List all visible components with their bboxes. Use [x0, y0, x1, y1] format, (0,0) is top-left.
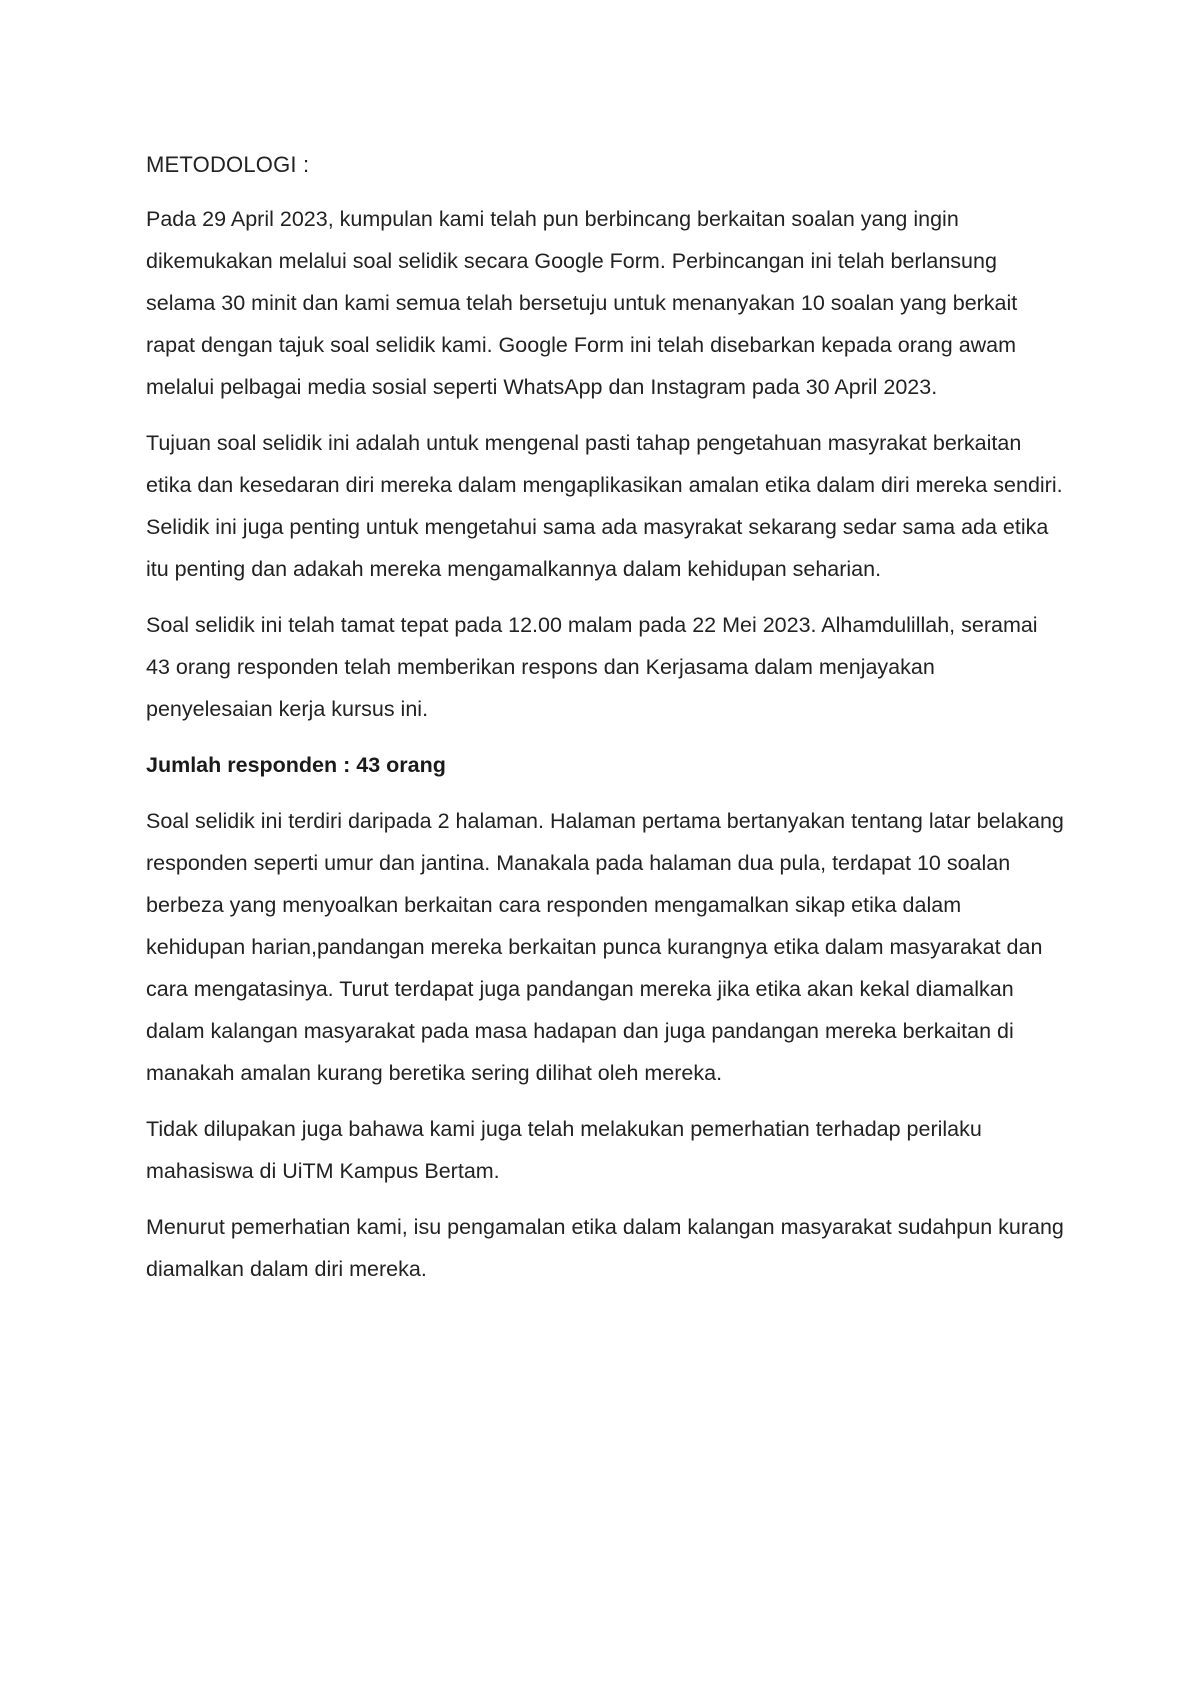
respondents-count: Jumlah responden : 43 orang: [146, 753, 446, 777]
paragraph-discussion: Pada 29 April 2023, kumpulan kami telah pun berbincang berkaitan soalan yang ingin dikemukakan melalui soal selidik secara Google Form. Perbincangan ini telah berlansung selama 30 minit dan kami semua telah bersetuju untuk menanyakan 10 soalan yang berkait rapat dengan tajuk soal selidik kami. Google Form ini telah disebarkan kepada orang awam melalui pelbagai media sosial seperti WhatsApp dan Instagram pada 30 April 2023.: [146, 207, 1018, 399]
paragraph-purpose: Tujuan soal selidik ini adalah untuk mengenal pasti tahap pengetahuan masyrakat berkaitan etika dan kesedaran diri mereka dalam mengaplikasikan amalan etika dalam diri mereka sendiri. Selidik ini juga penting untuk mengetahui sama ada masyrakat sekarang sedar sama ada etika itu penting dan adakah mereka mengamalkannya dalam kehidupan seharian.: [146, 431, 1063, 581]
paragraph-observation: Tidak dilupakan juga bahawa kami juga telah melakukan pemerhatian terhadap perilaku mahasiswa di UiTM Kampus Bertam.: [146, 1117, 982, 1183]
paragraph-completion: Soal selidik ini telah tamat tepat pada 12.00 malam pada 22 Mei 2023. Alhamdulillah, seramai 43 orang responden telah memberikan respons dan Kerjasama dalam menjayakan penyelesaian kerja kursus ini.: [146, 613, 1038, 721]
document-page: [146, 144, 1066, 1304]
paragraph-conclusion: Menurut pemerhatian kami, isu pengamalan etika dalam kalangan masyarakat sudahpun kurang diamalkan dalam diri mereka.: [146, 1215, 1064, 1281]
section-heading: METODOLOGI :: [146, 152, 310, 177]
paragraph-structure: Soal selidik ini terdiri daripada 2 halaman. Halaman pertama bertanyakan tentang latar belakang responden seperti umur dan jantina. Manakala pada halaman dua pula, terdapat 10 soalan berbeza yang menyoalkan berkaitan cara responden mengamalkan sikap etika dalam kehidupan harian,pandangan mereka berkaitan punca kurangnya etika dalam masyarakat dan cara mengatasinya. Turut terdapat juga pandangan mereka jika etika akan kekal diamalkan dalam kalangan masyarakat pada masa hadapan dan juga pandangan mereka berkaitan di manakah amalan kurang beretika sering dilihat oleh mereka.: [146, 809, 1064, 1085]
